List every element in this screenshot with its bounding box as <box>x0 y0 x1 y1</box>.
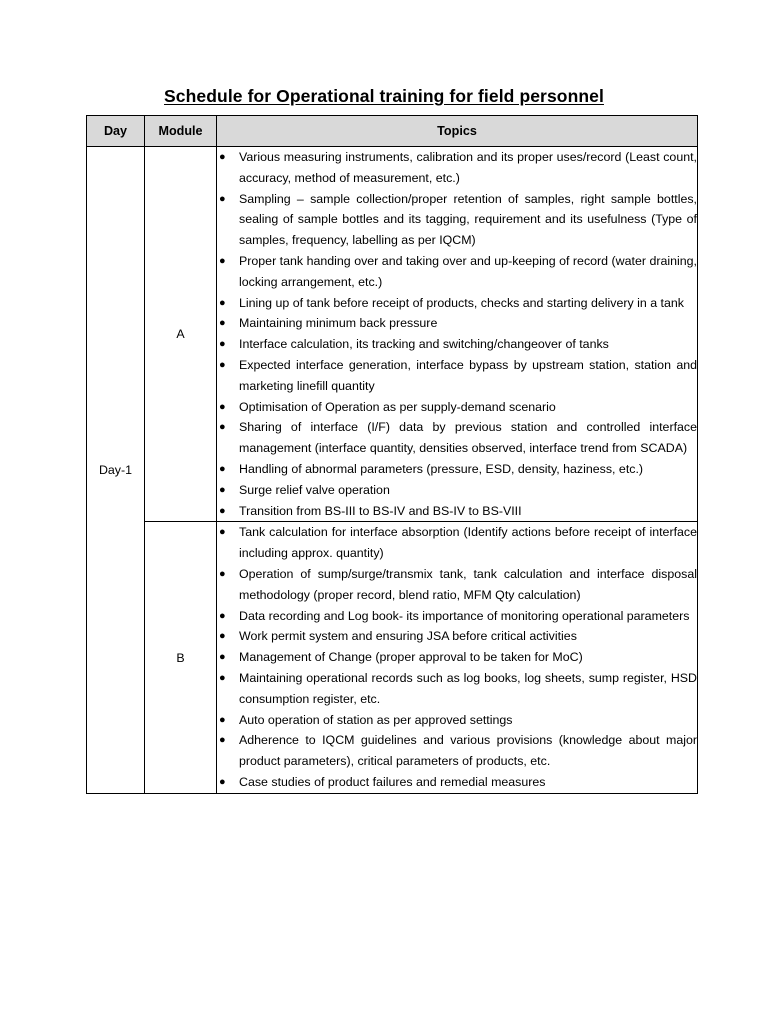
topics-column-header: Topics <box>217 116 698 147</box>
bullet-icon: ● <box>219 421 226 434</box>
topic-text: Maintaining operational records such as log books, log sheets, sump register, HSD consumption register, etc. <box>239 670 697 706</box>
topic-item <box>217 564 697 606</box>
table-row <box>87 147 698 522</box>
bullet-icon: ● <box>219 338 226 351</box>
bullet-icon: ● <box>219 317 226 330</box>
topic-item <box>217 772 697 793</box>
topic-item <box>217 501 697 522</box>
bullet-icon: ● <box>219 651 226 664</box>
topics-cell <box>217 522 698 793</box>
topic-list <box>217 522 697 792</box>
topic-text: Operation of sump/surge/transmix tank, tank calculation and interface disposal methodology (proper record, blend ratio, MFM Qty calculation) <box>239 566 697 602</box>
topic-text: Sampling – sample collection/proper retention of samples, right sample bottles, sealing of sample bottles and its tagging, requirement and its usefulness (Type of samples, frequency, labelling as per IQCM) <box>239 191 697 248</box>
topic-item <box>217 147 697 189</box>
bullet-icon: ● <box>219 462 226 475</box>
topic-item <box>217 522 697 564</box>
bullet-icon: ● <box>219 630 226 643</box>
bullet-icon: ● <box>219 400 226 413</box>
topic-text: Data recording and Log book- its importance of monitoring operational parameters <box>239 608 690 623</box>
topic-text: Interface calculation, its tracking and switching/changeover of tanks <box>239 337 609 352</box>
table-row <box>87 522 698 793</box>
topic-text: Management of Change (proper approval to be taken for MoC) <box>239 650 583 665</box>
topic-text: Lining up of tank before receipt of products, checks and starting delivery in a tank <box>239 295 684 310</box>
topic-text: Expected interface generation, interface bypass by upstream station, station and marketing linefill quantity <box>239 357 697 393</box>
topic-text: Proper tank handing over and taking over and up-keeping of record (water draining, locking arrangement, etc.) <box>239 253 697 289</box>
bullet-icon: ● <box>219 254 226 267</box>
topic-item <box>217 293 697 314</box>
bullet-icon: ● <box>219 734 226 747</box>
topic-item <box>217 417 697 459</box>
topic-text: Handling of abnormal parameters (pressure, ESD, density, haziness, etc.) <box>239 461 644 476</box>
bullet-icon: ● <box>219 567 226 580</box>
topic-item <box>217 710 697 731</box>
topic-text: Tank calculation for interface absorption (Identify actions before receipt of interface including approx. quantity) <box>239 525 697 561</box>
topic-item <box>217 334 697 355</box>
schedule-table <box>86 115 698 794</box>
topic-text: Work permit system and ensuring JSA before critical activities <box>239 629 577 644</box>
topic-text: Sharing of interface (I/F) data by previous station and controlled interface management (interface quantity, densities observed, interface trend from SCADA) <box>239 420 697 456</box>
topic-text: Various measuring instruments, calibration and its proper uses/record (Least count, accuracy, method of measurement, etc.) <box>239 150 697 185</box>
topics-cell <box>217 147 698 522</box>
topic-text: Transition from BS-III to BS-IV and BS-IV to BS-VIII <box>239 503 522 518</box>
topic-item <box>217 251 697 293</box>
topic-item <box>217 189 697 251</box>
topic-item <box>217 313 697 334</box>
bullet-icon: ● <box>219 775 226 788</box>
topic-item <box>217 355 697 397</box>
topic-item <box>217 730 697 772</box>
topic-item <box>217 459 697 480</box>
topic-item <box>217 397 697 418</box>
day-cell: Day-1 <box>87 147 145 794</box>
page-title: Schedule for Operational training for field personnel <box>164 86 604 106</box>
topic-text: Adherence to IQCM guidelines and various provisions (knowledge about major product parameters), critical parameters of products, etc. <box>239 733 697 769</box>
bullet-icon: ● <box>219 192 226 205</box>
topic-text: Maintaining minimum back pressure <box>239 316 438 331</box>
header-row <box>87 116 698 147</box>
topic-item <box>217 668 697 710</box>
topic-text: Surge relief valve operation <box>239 482 390 497</box>
topic-list <box>217 147 697 521</box>
day-column-header: Day <box>87 116 145 147</box>
bullet-icon: ● <box>219 671 226 684</box>
bullet-icon: ● <box>219 151 226 163</box>
bullet-icon: ● <box>219 504 226 517</box>
module-column-header: Module <box>145 116 217 147</box>
bullet-icon: ● <box>219 713 226 726</box>
topic-item <box>217 647 697 668</box>
bullet-icon: ● <box>219 483 226 496</box>
module-cell: A <box>145 147 217 522</box>
topic-item <box>217 606 697 627</box>
bullet-icon: ● <box>219 609 226 622</box>
topic-text: Case studies of product failures and remedial measures <box>239 774 546 789</box>
module-cell: B <box>145 522 217 793</box>
bullet-icon: ● <box>219 296 226 309</box>
bullet-icon: ● <box>219 358 226 371</box>
topic-text: Auto operation of station as per approved settings <box>239 712 513 727</box>
topic-item <box>217 480 697 501</box>
topic-item <box>217 626 697 647</box>
bullet-icon: ● <box>219 526 226 539</box>
topic-text: Optimisation of Operation as per supply-demand scenario <box>239 399 556 414</box>
